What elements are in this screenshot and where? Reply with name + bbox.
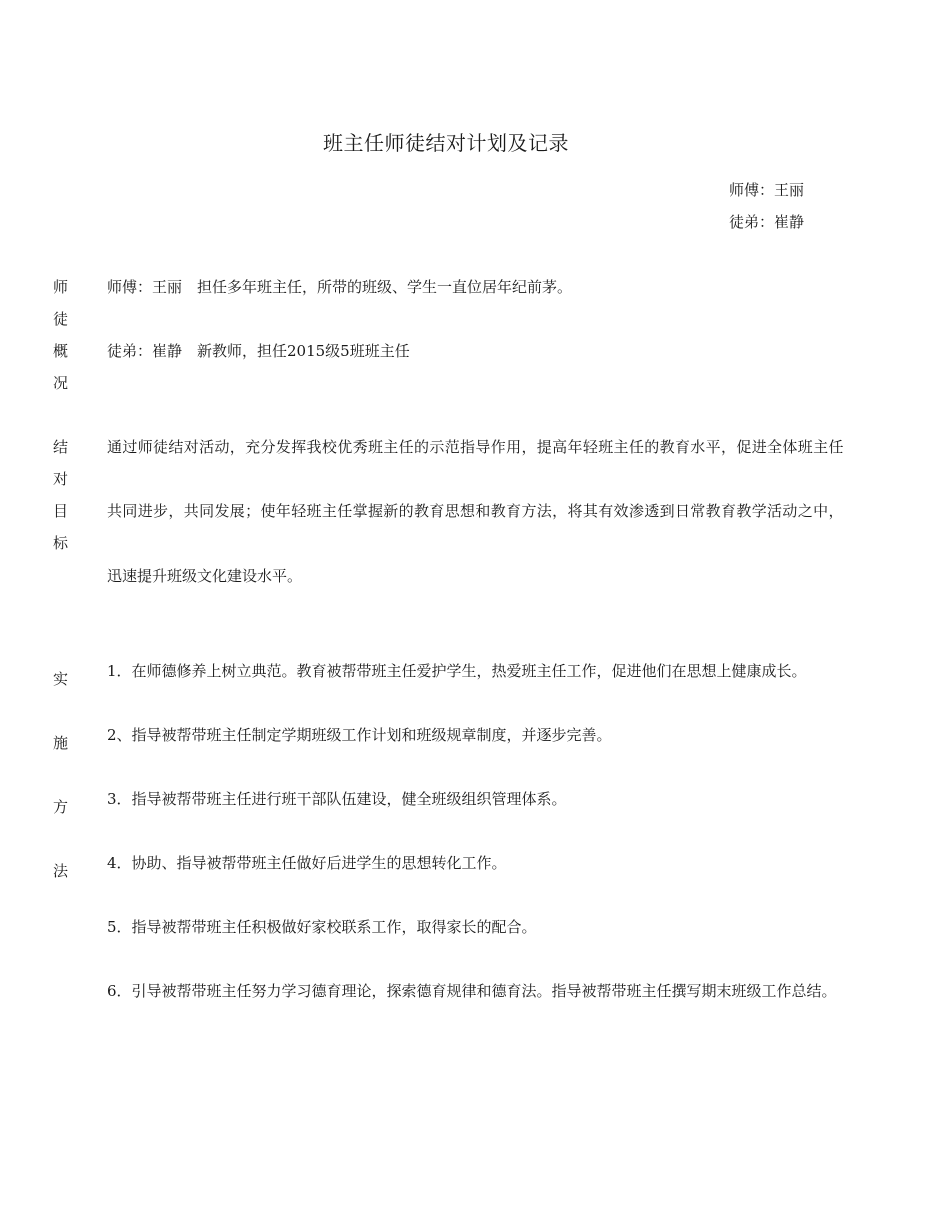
method-item: 6．引导被帮带班主任努力学习德育理论，探索德育规律和德育法。指导被帮带班主任撰写期末班级工作总结。 <box>107 982 837 1000</box>
overview-line-apprentice: 徒弟：崔静 新教师，担任2015级5班班主任 <box>107 342 410 360</box>
method-item: 5．指导被帮带班主任积极做好家校联系工作，取得家长的配合。 <box>107 918 537 936</box>
goal-label-char: 目 <box>53 502 69 520</box>
method-item: 3．指导被帮带班主任进行班干部队伍建设，健全班级组织管理体系。 <box>107 790 567 808</box>
apprentice-signature: 徒弟：崔静 <box>729 213 805 231</box>
goal-line: 通过师徒结对活动，充分发挥我校优秀班主任的示范指导作用，提高年轻班主任的教育水平，促进全体班主任 <box>107 438 844 456</box>
overview-label-char: 况 <box>53 374 69 392</box>
method-item: 1．在师德修养上树立典范。教育被帮带班主任爱护学生，热爱班主任工作，促进他们在思想上健康成长。 <box>107 662 807 680</box>
method-label-char: 实 <box>53 670 69 688</box>
goal-line: 迅速提升班级文化建设水平。 <box>107 567 303 585</box>
page-title: 班主任师徒结对计划及记录 <box>323 131 569 155</box>
goal-label-char: 结 <box>53 438 69 456</box>
method-item: 2、指导被帮带班主任制定学期班级工作计划和班级规章制度，并逐步完善。 <box>107 726 612 744</box>
method-item: 4．协助、指导被帮带班主任做好后进学生的思想转化工作。 <box>107 854 507 872</box>
goal-line: 共同进步，共同发展；使年轻班主任掌握新的教育思想和教育方法，将其有效渗透到日常教育教学活动之中， <box>107 502 844 520</box>
method-label-char: 方 <box>53 798 69 816</box>
overview-label-char: 徒 <box>53 310 69 328</box>
method-label-char: 施 <box>53 734 69 752</box>
overview-label-char: 概 <box>53 342 69 360</box>
goal-label-char: 标 <box>53 534 69 552</box>
master-signature: 师傅：王丽 <box>729 181 805 199</box>
overview-label-char: 师 <box>53 278 69 296</box>
goal-label-char: 对 <box>53 470 69 488</box>
method-label-char: 法 <box>53 862 69 880</box>
overview-line-master: 师傅：王丽 担任多年班主任，所带的班级、学生一直位居年纪前茅。 <box>107 278 573 296</box>
